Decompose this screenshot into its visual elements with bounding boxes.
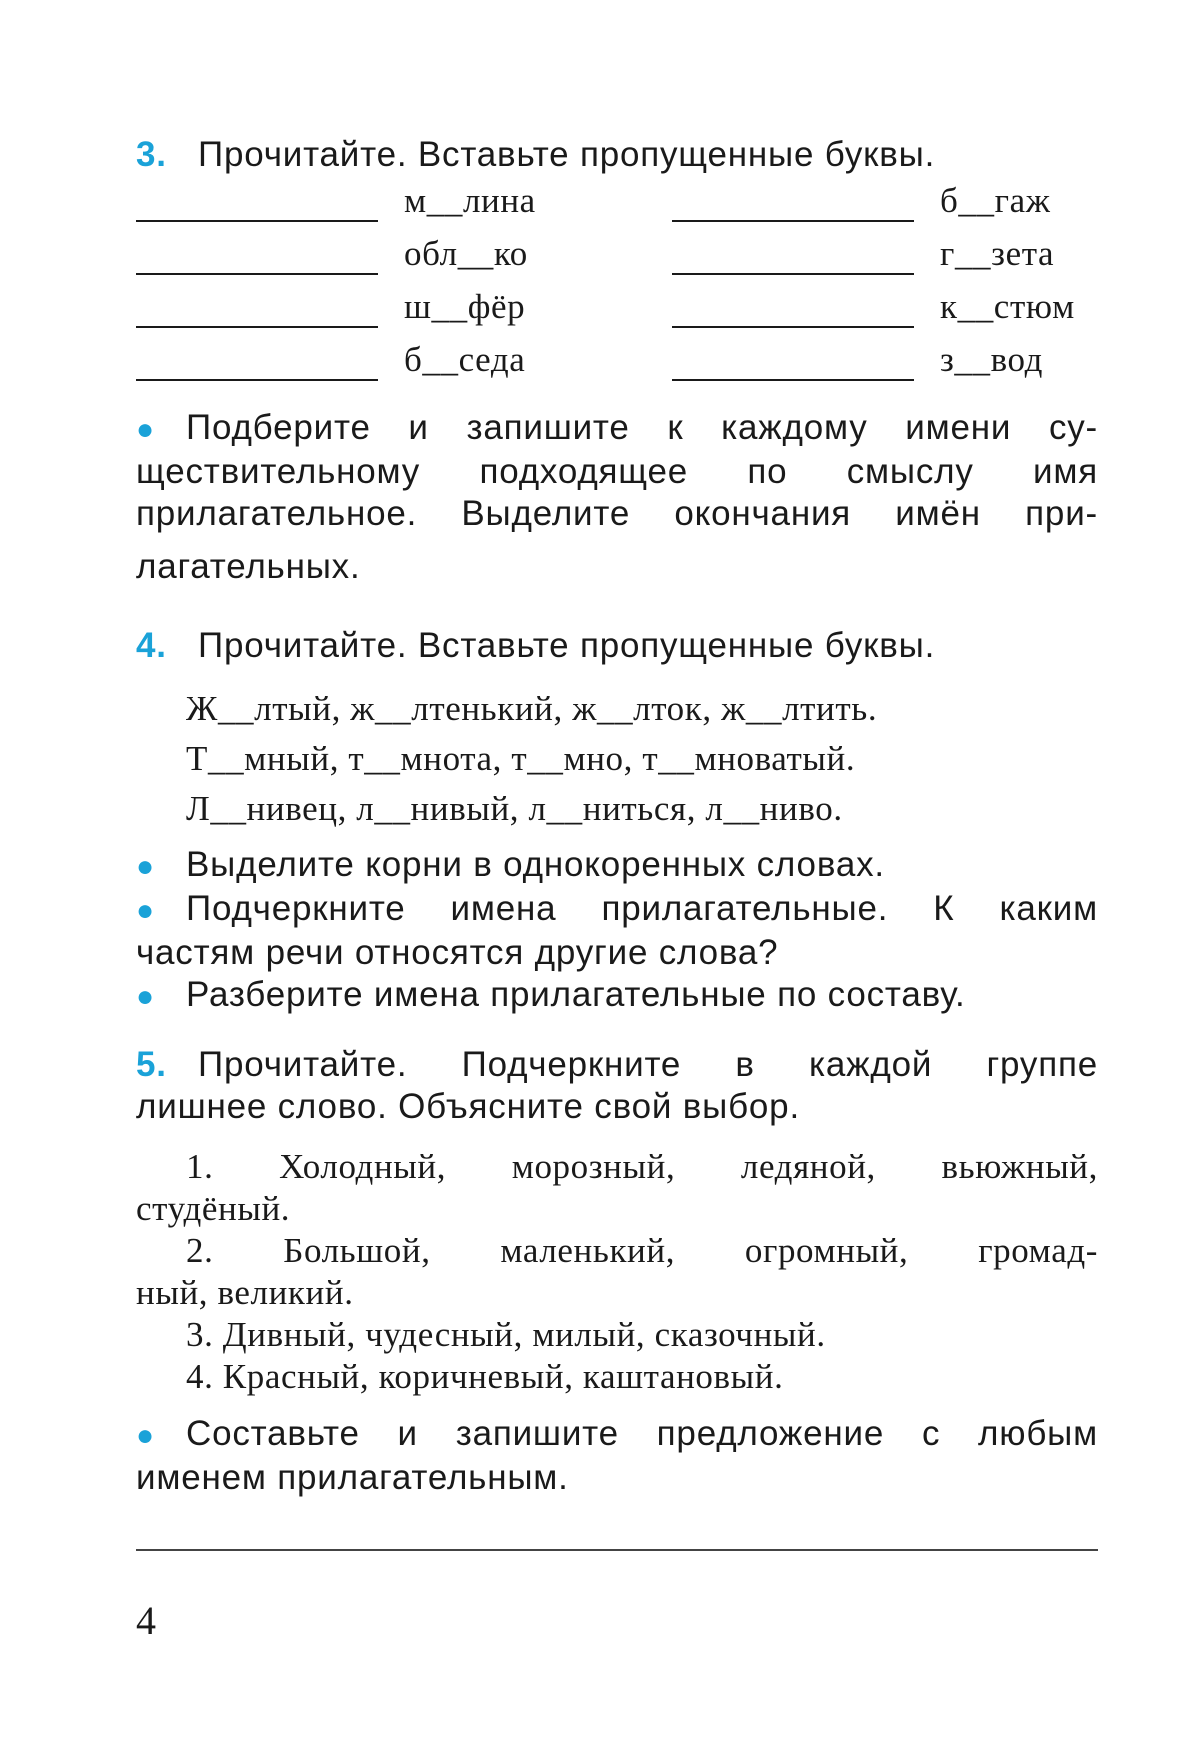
page-number: 4 — [136, 1598, 156, 1643]
ex3-heading — [136, 134, 1098, 176]
group-line: ный, великий. — [136, 1273, 354, 1312]
answer-line[interactable] — [136, 326, 378, 328]
task-line — [136, 844, 1098, 888]
fill-word: г__зета — [940, 234, 1055, 273]
bullet-icon: ● — [136, 413, 155, 446]
word-line: Ж__лтый, ж__лтенький, ж__лток, ж__лтить. — [186, 689, 878, 728]
ex4-tasks — [136, 844, 1098, 1018]
answer-line[interactable] — [672, 220, 914, 222]
ex4-instruction: Прочитайте. Вставьте пропущенные буквы. — [198, 626, 936, 665]
group-line: 2. Большой, маленький, огромный, громад- — [186, 1231, 1098, 1270]
answer-line[interactable] — [672, 326, 914, 328]
task-line: лагательных. — [136, 547, 361, 586]
answer-line[interactable] — [672, 379, 914, 381]
fill-row — [136, 339, 1098, 391]
footer-rule — [136, 1549, 1098, 1551]
task-line: именем прилагательным. — [136, 1458, 569, 1497]
task-text: Подчеркните имена прилагательные. К каким — [186, 889, 1098, 928]
instruction-line: лишнее слово. Объясните свой выбор. — [136, 1087, 800, 1126]
group-line: 4. Красный, коричневый, каштановый. — [186, 1357, 784, 1396]
ex4-heading — [136, 625, 1098, 667]
fill-word: обл__ко — [404, 234, 528, 273]
task-line: прилагательное. Выделите окончания имён при- — [136, 494, 1098, 533]
task-line: ществительному подходящее по смыслу имя — [136, 452, 1098, 491]
task-text: Составьте и запишите предложение с любым — [186, 1414, 1098, 1453]
answer-line[interactable] — [136, 379, 378, 381]
fill-row — [136, 286, 1098, 338]
task-line — [136, 974, 1098, 1018]
ex5-groups — [136, 1146, 1098, 1398]
bullet-icon: ● — [136, 894, 155, 927]
ex3-number: 3. — [136, 135, 167, 174]
bullet-icon: ● — [136, 980, 155, 1013]
ex5-instruction: Прочитайте. Подчеркните в каждой группе — [198, 1045, 1098, 1084]
fill-word: м__лина — [404, 181, 536, 220]
ex4-word-lines — [186, 684, 1098, 834]
ex5-number: 5. — [136, 1045, 167, 1084]
task-line: частям речи относятся другие слова? — [136, 933, 779, 972]
answer-line[interactable] — [672, 273, 914, 275]
fill-word: б__гаж — [940, 181, 1051, 220]
answer-line[interactable] — [136, 220, 378, 222]
ex3-task — [136, 407, 1098, 588]
fill-row — [136, 233, 1098, 285]
fill-word: з__вод — [940, 340, 1044, 379]
task-text: Разберите имена прилагательные по составу. — [186, 975, 966, 1014]
task-line — [136, 888, 1098, 932]
group-line: 1. Холодный, морозный, ледяной, вьюжный, — [186, 1147, 1098, 1186]
word-line: Т__мный, т__мнота, т__мно, т__мноватый. — [186, 739, 856, 778]
task-line — [136, 407, 1098, 451]
fill-word: б__седа — [404, 340, 526, 379]
task-line — [136, 1413, 1098, 1457]
instruction-line — [136, 1044, 1098, 1086]
fill-row — [136, 180, 1098, 232]
answer-line[interactable] — [136, 273, 378, 275]
task-text: Выделите корни в однокоренных словах. — [186, 845, 885, 884]
ex5-task — [136, 1413, 1098, 1499]
bullet-icon: ● — [136, 1419, 155, 1452]
ex3-instruction: Прочитайте. Вставьте пропущенные буквы. — [198, 135, 936, 174]
group-line: студёный. — [136, 1189, 291, 1228]
task-text: Подберите и запишите к каждому имени су- — [186, 408, 1098, 447]
group-line: 3. Дивный, чудесный, милый, сказочный. — [186, 1315, 826, 1354]
ex4-number: 4. — [136, 626, 167, 665]
bullet-icon: ● — [136, 850, 155, 883]
ex5-heading — [136, 1044, 1098, 1128]
word-line: Л__нивец, л__нивый, л__ниться, л__ниво. — [186, 789, 843, 828]
fill-word: ш__фёр — [404, 287, 526, 326]
fill-word: к__стюм — [940, 287, 1075, 326]
